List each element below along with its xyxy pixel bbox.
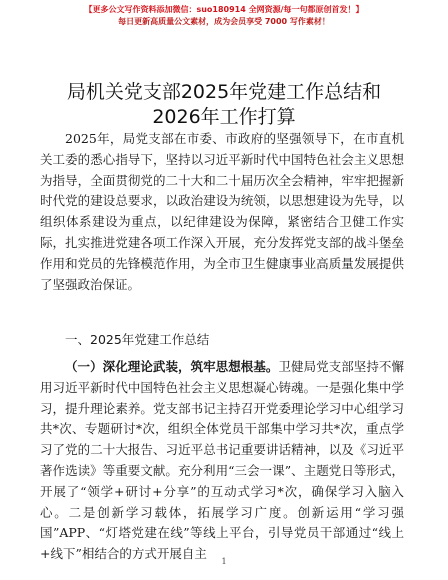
promo-banner-line-1: 【更多公文写作资料添加微信：suo180914 全网资源/每一句都原创首发！】: [84, 5, 364, 14]
promo-banner: [0, 4, 448, 28]
promo-banner-line-2: 每日更新高质量公文素材，成为会员享受 7000 写作素材！: [118, 17, 330, 26]
subsection-heading: （一）深化理论武装，筑牢思想根基。: [65, 359, 279, 374]
document-title: 局机关党支部2025年党建工作总结和2026年工作打算: [66, 81, 382, 128]
section-heading: 一、2025年党建工作总结: [65, 332, 210, 347]
section-body-paragraph: [40, 357, 404, 565]
page-number: 1: [221, 557, 227, 566]
intro-paragraph: 2025年，局党支部在市委、市政府的坚强领导下，在市直机关工委的悉心指导下，坚持以习近平新时代中国特色社会主义思想为指导，全面贯彻党的二十大和二十届历次全会精神，牢牢把握新时代党的建设总要求，以政治建设为统领，以思想建设为先导，以组织体系建设为重点，以纪律建设为保障，紧密结合卫健工作实际，扎实推进党建各项工作深入开展，充分发挥党支部的战斗堡垒作用和党员的先锋模范作用，为全市卫生健康事业高质量发展提供了坚强政治保证。: [40, 131, 404, 292]
subsection-body: 卫健局党支部坚持不懈用习近平新时代中国特色社会主义思想凝心铸魂。一是强化集中学习，提升理论素养。党支部书记主持召开党委理论学习中心组学习共*次、专题研讨*次，组织全体党员干部集中学习共*次，重点学习了党的二十大报告、习近平总书记重要讲话精神，以及《习近平著作选读》等重要文献。充分利用“三会一课”、主题党日等形式，开展了“领学+研讨+分享”的互动式学习*次，确保学习入脑入心。二是创新学习载体，拓展学习广度。创新运用“学习强国”APP、“灯塔党建在线”等线上平台，引导党员干部通过“线上+线下”相结合的方式开展自主: [40, 359, 404, 562]
